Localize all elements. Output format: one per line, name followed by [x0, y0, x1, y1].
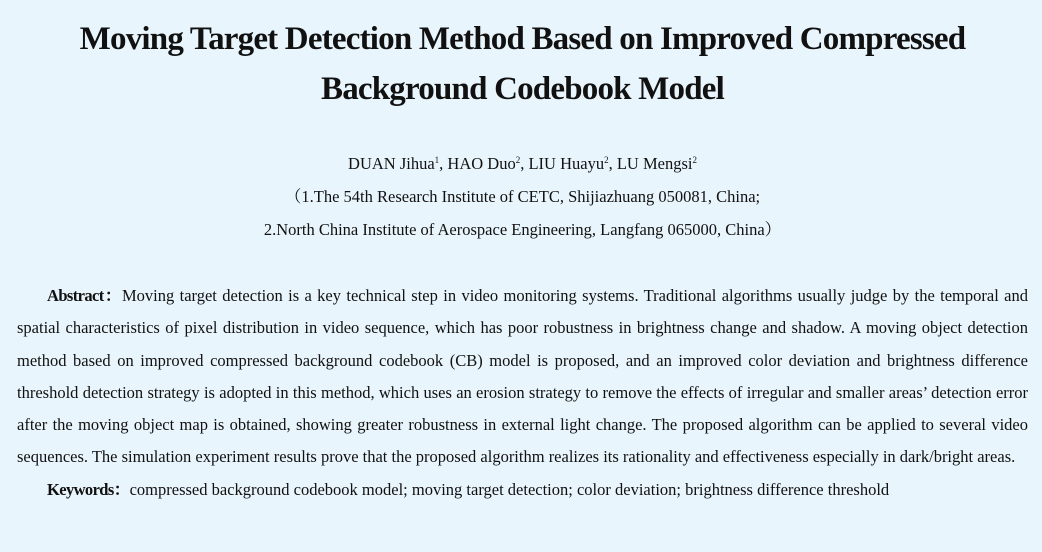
paper-page — [0, 14, 1042, 552]
author: DUAN Jihua$^1$, — [348, 154, 448, 173]
author-list — [17, 154, 1028, 174]
author: HAO Duo$^2$, — [447, 154, 529, 173]
title-line-1: Moving Target Detection Method Based on Improved Compressed — [79, 21, 966, 57]
keywords-label: Keywords： — [47, 479, 130, 499]
paper-title — [17, 14, 1028, 114]
abstract-label: Abstract： — [47, 286, 122, 305]
author: LIU Huayu$^2$, — [528, 154, 617, 173]
title-line-2: Background Codebook Model — [321, 71, 724, 107]
author-affiliation-mark: 2 — [604, 155, 609, 165]
keywords-text: compressed background codebook model; moving target detection; color deviation; brightness difference threshold — [129, 479, 890, 499]
author-affiliation-mark: 2 — [515, 155, 521, 165]
keywords-paragraph — [17, 474, 1028, 506]
affiliation-line-1: （1.The 54th Research Institute of CETC, Shijiazhuang 050081, China; — [284, 187, 761, 206]
affiliation-line-2: 2.North China Institute of Aerospace Engineering, Langfang 065000, China） — [263, 220, 782, 239]
abstract-text: Moving target detection is a key technical step in video monitoring systems. Traditional algorithms usually judge by the temporal and spatial characteristics of pixel distribution in video sequence, which has poor robustness in brightness change and shadow. A moving object detection method based on improved compressed background codebook (CB) model is proposed, and an improved color deviation and brightness difference threshold detection strategy is adopted in this method, which uses an erosion strategy to remove the effects of irregular and smaller areas’ detection error after the moving object map is obtained, showing greater robustness in external light change. The proposed algorithm can be applied to several video sequences. The simulation experiment results prove that the proposed algorithm realizes its rationality and effectiveness especially in dark/bright areas. — [17, 286, 1028, 467]
author-affiliation-mark: 1 — [434, 155, 440, 165]
author: LU Mengsi$^2$ — [616, 154, 697, 173]
abstract-paragraph — [17, 280, 1028, 474]
author-affiliation-mark: 2 — [692, 155, 697, 165]
